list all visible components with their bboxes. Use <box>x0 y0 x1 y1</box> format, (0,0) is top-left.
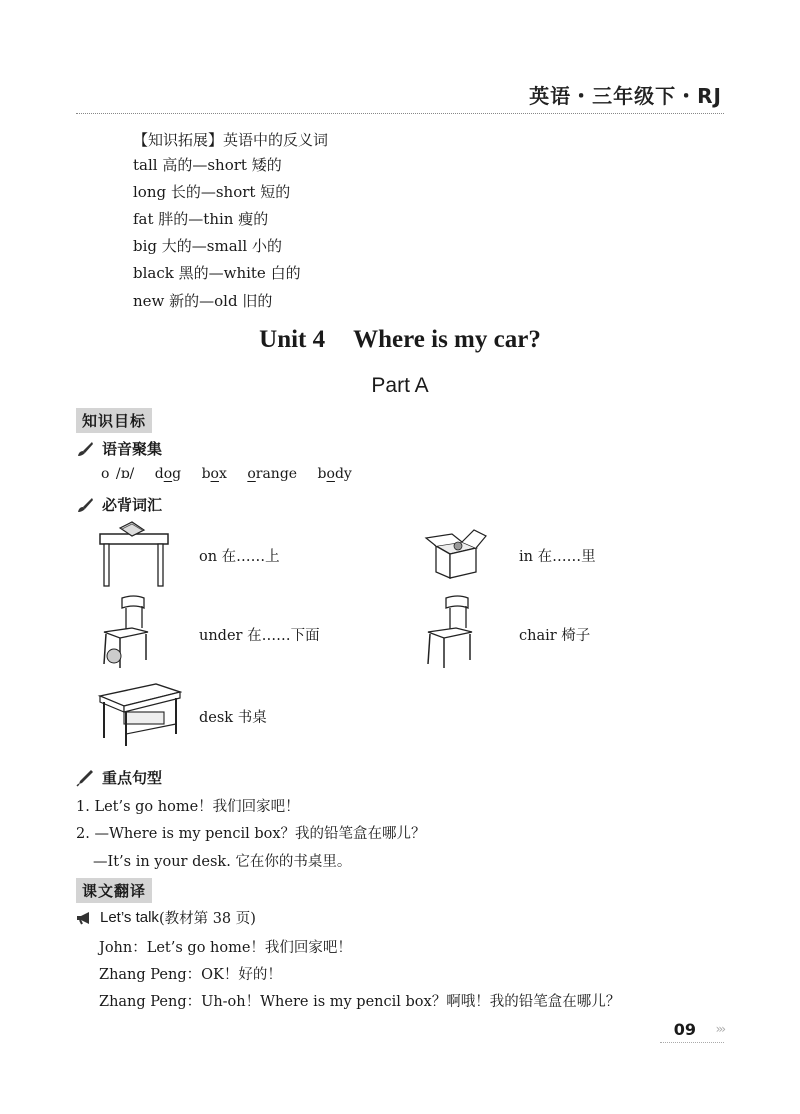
phonics-sound: o /ɒ/ <box>101 466 135 482</box>
talk-ref: (教材第 38 页) <box>158 911 256 927</box>
antonym-line: long 长的—short 短的 <box>133 183 291 201</box>
vocab-heading-text: 必背词汇 <box>102 496 163 514</box>
antonym-line: new 新的—old 旧的 <box>133 292 273 310</box>
vocab-chair: chair 椅子 <box>519 628 591 644</box>
unit-label: Unit 4 <box>259 326 326 353</box>
antonym-line: big 大的—small 小的 <box>133 237 282 255</box>
unit-name: Where is my car? <box>353 326 541 353</box>
brush-icon <box>76 440 94 458</box>
antonym-line: fat 胖的—thin 瘦的 <box>133 210 269 228</box>
header-title: 英语・三年级下・RJ <box>529 84 722 108</box>
chair-with-ball-icon <box>98 594 154 670</box>
header-divider <box>76 113 724 114</box>
dialogue-line: Zhang Peng：OK！好的！ <box>99 967 282 983</box>
open-box-icon <box>424 524 488 580</box>
megaphone-icon <box>76 911 93 925</box>
phonics-word: box <box>201 466 227 482</box>
school-desk-icon <box>96 680 182 748</box>
vocab-under: under 在……下面 <box>199 628 320 644</box>
unit-title <box>0 326 800 354</box>
phonics-word: dog <box>154 466 182 482</box>
sentences-heading <box>76 767 162 788</box>
talk-heading <box>76 907 256 928</box>
knowledge-goal-badge: 知识目标 <box>76 408 152 433</box>
phonics-word: orange <box>247 466 298 482</box>
vocab-desk: desk 书桌 <box>199 710 267 726</box>
vocab-heading <box>76 494 162 515</box>
translation-badge: 课文翻译 <box>76 878 152 903</box>
extension-heading: 【知识拓展】英语中的反义词 <box>133 131 329 149</box>
phonics-heading <box>76 438 162 459</box>
talk-label: Let’s talk <box>100 909 159 926</box>
vocab-on: on 在……上 <box>199 549 280 565</box>
antonym-line: black 黑的—white 白的 <box>133 264 301 282</box>
dialogue-line: John：Let’s go home！我们回家吧！ <box>99 940 352 956</box>
pencil-icon <box>76 769 94 787</box>
page-number: 09 <box>673 1020 696 1039</box>
phonics-row <box>101 466 366 482</box>
page-arrows-icon: ››› <box>715 1022 724 1036</box>
part-title: Part A <box>371 374 429 397</box>
sentences-heading-text: 重点句型 <box>102 769 163 787</box>
sentence-line: 1. Let’s go home！我们回家吧！ <box>76 799 300 815</box>
phonics-word: body <box>317 466 352 482</box>
brush-icon <box>76 496 94 514</box>
dialogue-line: Zhang Peng：Uh-oh！Where is my pencil box？啊哦！我的铅笔盒在哪儿？ <box>99 994 621 1010</box>
sentence-line: 2. —Where is my pencil box？我的铅笔盒在哪儿？ <box>76 826 426 842</box>
chair-icon <box>422 594 478 670</box>
phonics-heading-text: 语音聚集 <box>102 440 163 458</box>
antonym-line: tall 高的—short 矮的 <box>133 156 282 174</box>
sentence-line: —It’s in your desk. 它在你的书桌里。 <box>93 854 352 870</box>
table-with-book-icon <box>98 520 170 588</box>
vocab-in: in 在……里 <box>519 549 596 565</box>
footer-divider <box>660 1042 724 1043</box>
